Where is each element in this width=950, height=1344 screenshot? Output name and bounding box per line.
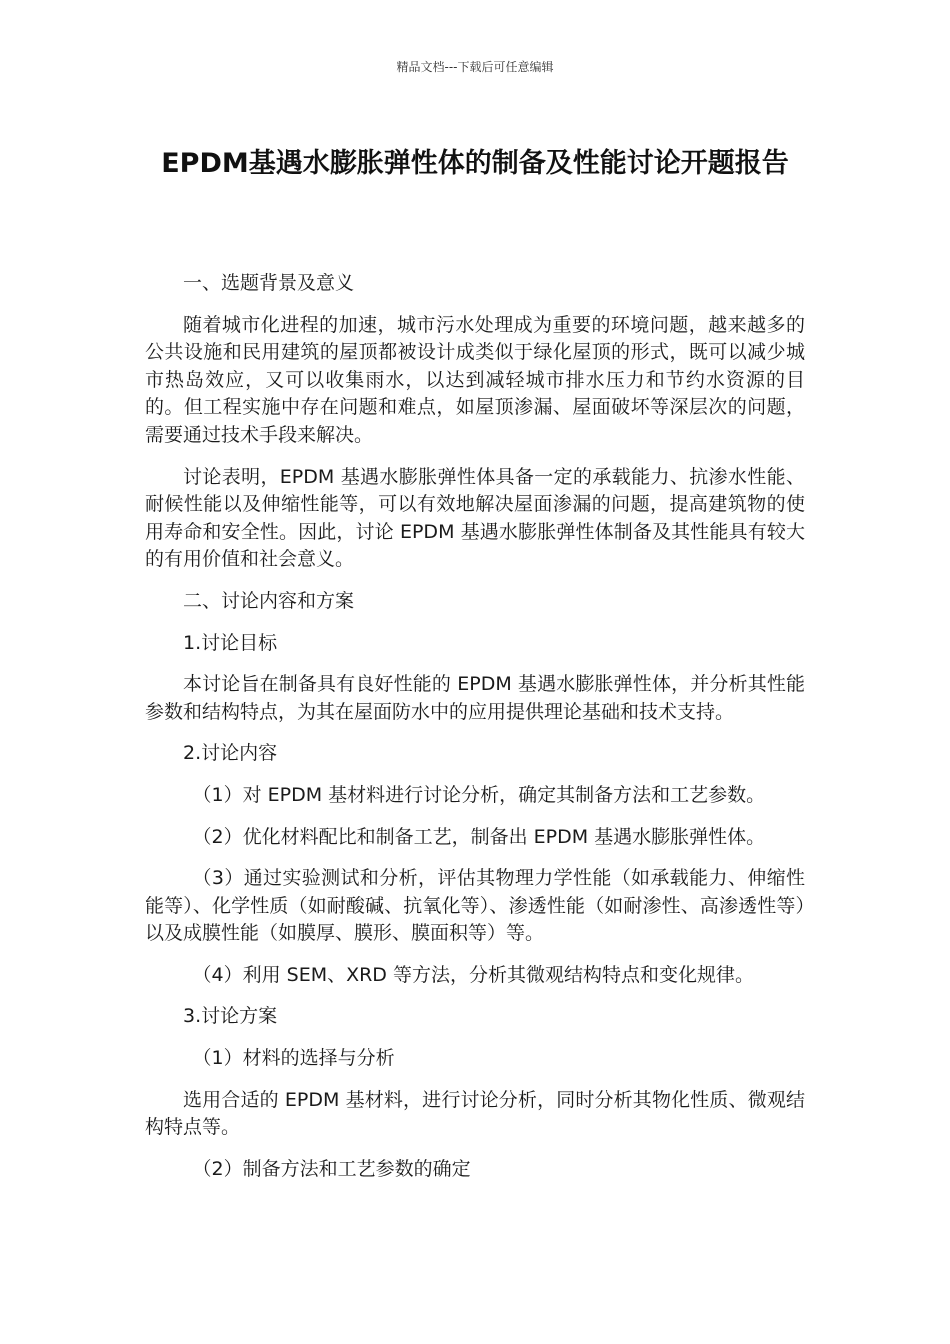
document-title: EPDM基遇水膨胀弹性体的制备及性能讨论开题报告 (161, 148, 789, 179)
list-item-content-4: （4）利用 SEM、XRD 等方法，分析其微观结构特点和变化规律。 (192, 963, 754, 986)
section-heading-content-plan: 二、讨论内容和方案 (183, 589, 355, 612)
list-item-plan-1: （1）材料的选择与分析 (192, 1047, 395, 1070)
list-item-content-1: （1）对 EPDM 基材料进行讨论分析，确定其制备方法和工艺参数。 (192, 783, 766, 806)
paragraph-background-2: 讨论表明，EPDM 基遇水膨胀弹性体具备一定的承载能力、抗渗水性能、耐候性能以及伸缩性能等，可以有效地解决屋面渗漏的问题，提高建筑物的使用寿命和安全性。因此，讨论 EPDM 基遇水膨胀弹性体制备及其性能具有较大的有用价值和社会意义。 (145, 465, 805, 571)
list-item-plan-2: （2）制备方法和工艺参数的确定 (192, 1157, 471, 1180)
list-item-content-2: （2）优化材料配比和制备工艺，制备出 EPDM 基遇水膨胀弹性体。 (192, 825, 766, 848)
subheading-content: 2.讨论内容 (183, 742, 278, 765)
subheading-plan: 3.讨论方案 (183, 1005, 278, 1028)
list-item-content-3: （3）通过实验测试和分析，评估其物理力学性能（如承载能力、伸缩性能等）、化学性质（如耐酸碱、抗氧化等）、渗透性能（如耐渗性、高渗透性等）以及成膜性能（如膜厚、膜形、膜面积等）等。 (145, 867, 805, 945)
document-body (145, 270, 805, 1197)
paragraph-background-1: 随着城市化进程的加速，城市污水处理成为重要的环境问题，越来越多的公共设施和民用建筑的屋顶都被设计成类似于绿化屋顶的形式，既可以减少城市热岛效应，又可以收集雨水，以达到减轻城市排水压力和节约水资源的目的。但工程实施中存在问题和难点，如屋顶渗漏、屋面破坏等深层次的问题，需要通过技术手段来解决。 (145, 313, 805, 446)
paragraph-plan-1: 选用合适的 EPDM 基材料，进行讨论分析，同时分析其物化性质、微观结构特点等。 (145, 1088, 805, 1139)
paragraph-objective: 本讨论旨在制备具有良好性能的 EPDM 基遇水膨胀弹性体，并分析其性能参数和结构特点，为其在屋面防水中的应用提供理论基础和技术支持。 (145, 673, 805, 723)
section-heading-background: 一、选题背景及意义 (183, 272, 355, 294)
subheading-objective: 1.讨论目标 (183, 631, 278, 654)
header-note: 精品文档---下载后可任意编辑 (396, 60, 554, 74)
